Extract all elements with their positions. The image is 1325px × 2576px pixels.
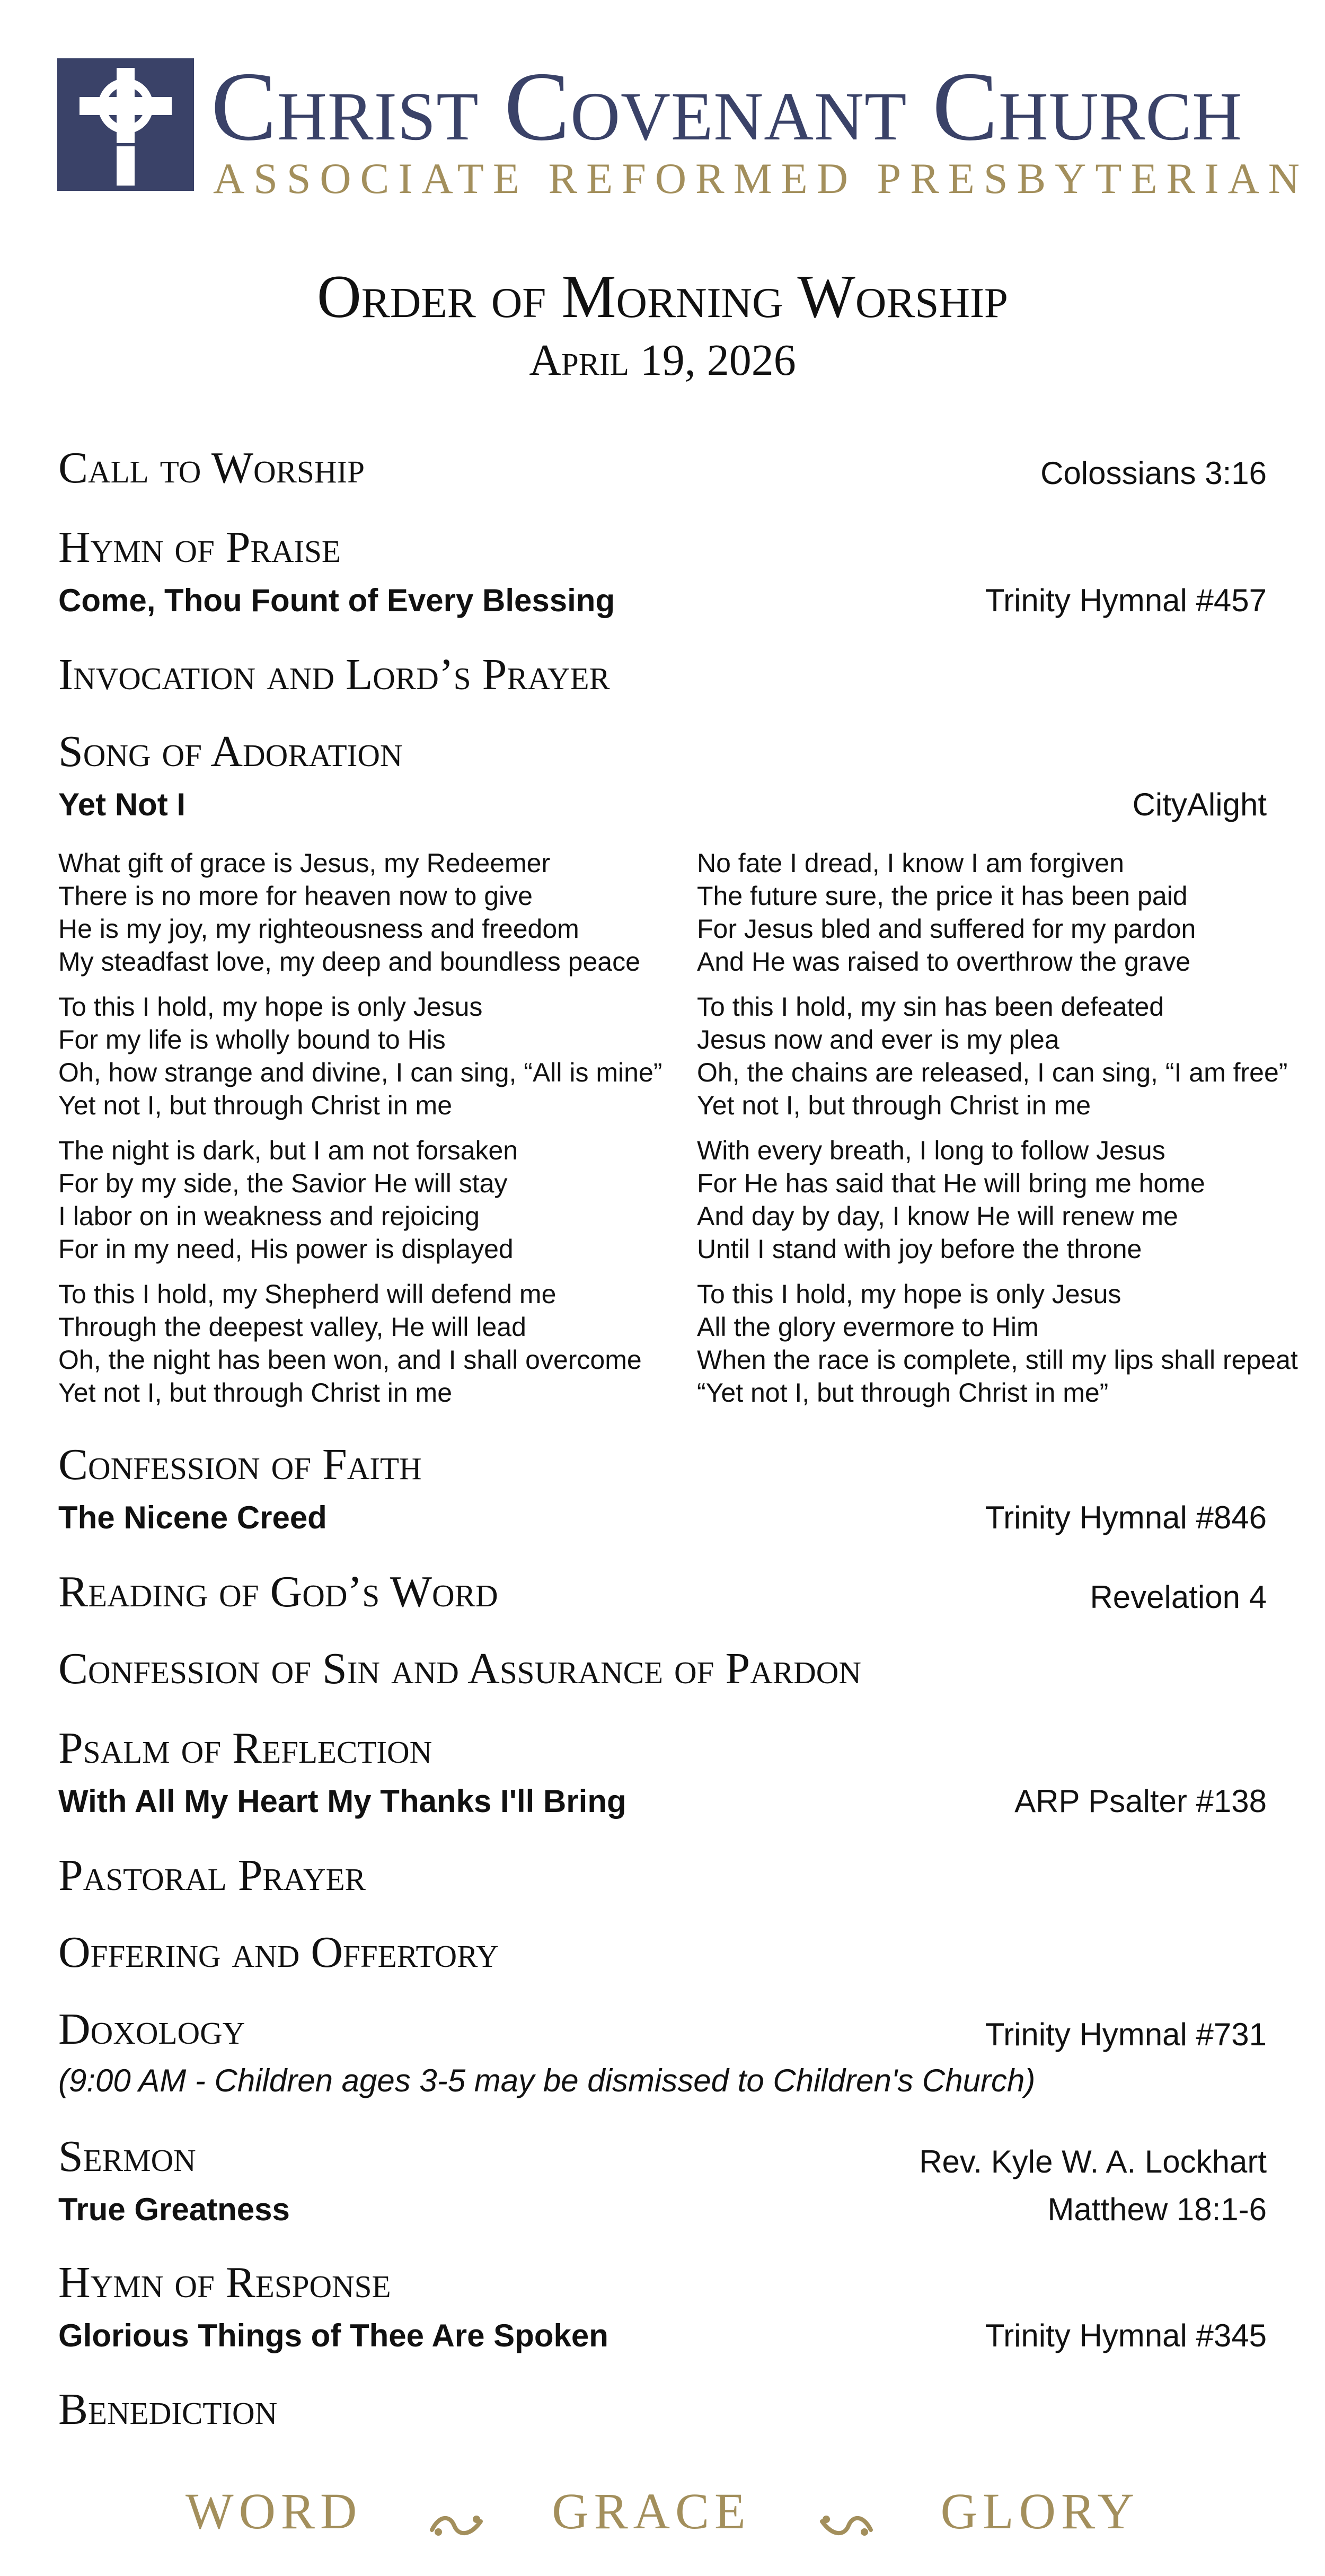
lyric-line: Yet not I, but through Christ in me xyxy=(58,1378,453,1408)
motto-word: WORD xyxy=(185,2482,363,2539)
lyric-line: The future sure, the price it has been paid xyxy=(697,881,1188,911)
lyrics-stanza xyxy=(697,990,1306,1122)
reading-reference: Revelation 4 xyxy=(1090,1579,1267,1615)
denomination: ASSOCIATE REFORMED PRESBYTERIAN xyxy=(213,154,1309,203)
lyric-line: Until I stand with joy before the throne xyxy=(697,1234,1142,1264)
lyric-line: What gift of grace is Jesus, my Redeemer xyxy=(58,848,551,878)
page-title: Order of Morning Worship xyxy=(317,263,1008,331)
song-of-adoration-title: Yet Not I xyxy=(58,787,186,822)
lyrics-stanza xyxy=(58,1278,668,1409)
confession-of-faith-heading: Confession of Faith xyxy=(58,1440,422,1489)
lyric-line: The night is dark, but I am not forsaken xyxy=(58,1136,518,1165)
hymn-of-praise-source: Trinity Hymnal #457 xyxy=(985,583,1267,618)
psalm-source: ARP Psalter #138 xyxy=(1014,1783,1267,1819)
lyric-line: To this I hold, my hope is only Jesus xyxy=(697,1279,1121,1309)
sermon-reference: Matthew 18:1-6 xyxy=(1047,2192,1267,2227)
church-name: Christ Covenant Church xyxy=(211,52,1243,161)
lyric-line: I labor on in weakness and rejoicing xyxy=(58,1201,480,1231)
psalm-title: With All My Heart My Thanks I'll Bring xyxy=(58,1783,626,1819)
lyric-line: He is my joy, my righteousness and freedom xyxy=(58,914,579,944)
lyrics-stanza xyxy=(58,990,668,1122)
lyric-line: And day by day, I know He will renew me xyxy=(697,1201,1178,1231)
motto-word: GRACE xyxy=(552,2482,751,2539)
sermon-preacher: Rev. Kyle W. A. Lockhart xyxy=(919,2144,1267,2179)
sermon-heading: Sermon xyxy=(58,2132,196,2181)
lyric-line: To this I hold, my hope is only Jesus xyxy=(58,992,483,1022)
lyric-line: To this I hold, my Shepherd will defend me xyxy=(58,1279,556,1309)
lyric-line: For by my side, the Savior He will stay xyxy=(58,1168,508,1198)
lyric-line: For my life is wholly bound to His xyxy=(58,1025,446,1054)
celtic-cross-icon xyxy=(57,58,194,191)
lyric-line: And He was raised to overthrow the grave xyxy=(697,947,1191,977)
hymn-of-praise-heading: Hymn of Praise xyxy=(58,523,341,572)
lyric-line: There is no more for heaven now to give xyxy=(58,881,533,911)
offering-heading: Offering and Offertory xyxy=(58,1928,499,1977)
lyric-line: For Jesus bled and suffered for my pardon xyxy=(697,914,1196,944)
benediction-heading: Benediction xyxy=(58,2385,278,2434)
hymn-of-response-source: Trinity Hymnal #345 xyxy=(985,2318,1267,2353)
confession-of-faith-title: The Nicene Creed xyxy=(58,1500,327,1535)
lyrics-left-column xyxy=(58,847,668,1421)
service-date: April 19, 2026 xyxy=(529,336,796,385)
lyric-line: Jesus now and ever is my plea xyxy=(697,1025,1059,1054)
lyric-line: Oh, the night has been won, and I shall overcome xyxy=(58,1345,642,1375)
lyric-line: Oh, how strange and divine, I can sing, “All is mine” xyxy=(58,1058,662,1087)
lyric-line: For in my need, His power is displayed xyxy=(58,1234,514,1264)
swirl-ornament-icon xyxy=(428,2495,486,2527)
lyric-line: Yet not I, but through Christ in me xyxy=(58,1091,453,1120)
confession-of-sin-heading: Confession of Sin and Assurance of Pardon xyxy=(58,1644,861,1693)
lyric-line: With every breath, I long to follow Jesus xyxy=(697,1136,1165,1165)
lyrics-right-column xyxy=(697,847,1306,1421)
hymn-of-response-heading: Hymn of Response xyxy=(58,2258,391,2307)
call-to-worship-heading: Call to Worship xyxy=(58,443,365,493)
invocation-heading: Invocation and Lord’s Prayer xyxy=(58,650,610,699)
lyric-line: Yet not I, but through Christ in me xyxy=(697,1091,1091,1120)
lyrics-stanza xyxy=(697,1278,1306,1409)
call-to-worship-reference: Colossians 3:16 xyxy=(1040,455,1267,491)
lyrics-stanza xyxy=(697,847,1306,978)
motto-word: GLORY xyxy=(940,2482,1140,2539)
sermon-title: True Greatness xyxy=(58,2192,290,2227)
doxology-heading: Doxology xyxy=(58,2004,245,2054)
pastoral-prayer-heading: Pastoral Prayer xyxy=(58,1851,366,1900)
lyrics-stanza xyxy=(58,847,668,978)
footer-motto xyxy=(0,2477,1325,2540)
doxology-note: (9:00 AM - Children ages 3-5 may be dismissed to Children's Church) xyxy=(58,2063,1036,2098)
song-of-adoration-source: CityAlight xyxy=(1132,787,1267,822)
lyric-line: To this I hold, my sin has been defeated xyxy=(697,992,1164,1022)
lyric-line: My steadfast love, my deep and boundless peace xyxy=(58,947,640,977)
hymn-of-praise-title: Come, Thou Fount of Every Blessing xyxy=(58,583,615,618)
song-of-adoration-heading: Song of Adoration xyxy=(58,727,403,776)
confession-of-faith-source: Trinity Hymnal #846 xyxy=(985,1500,1267,1535)
lyric-line: When the race is complete, still my lips shall repeat xyxy=(697,1345,1298,1375)
reading-heading: Reading of God’s Word xyxy=(58,1567,498,1616)
lyric-line: No fate I dread, I know I am forgiven xyxy=(697,848,1124,878)
psalm-heading: Psalm of Reflection xyxy=(58,1724,432,1773)
lyrics-stanza xyxy=(697,1134,1306,1265)
church-logo xyxy=(57,52,1309,203)
doxology-source: Trinity Hymnal #731 xyxy=(985,2017,1267,2052)
lyric-line: For He has said that He will bring me home xyxy=(697,1168,1205,1198)
swirl-ornament-icon xyxy=(817,2495,875,2527)
lyric-line: Through the deepest valley, He will lead xyxy=(58,1312,526,1342)
lyric-line: All the glory evermore to Him xyxy=(697,1312,1039,1342)
lyric-line: Oh, the chains are released, I can sing, “I am free” xyxy=(697,1058,1288,1087)
lyrics-stanza xyxy=(58,1134,668,1265)
lyric-line: “Yet not I, but through Christ in me” xyxy=(697,1378,1109,1408)
hymn-of-response-title: Glorious Things of Thee Are Spoken xyxy=(58,2318,608,2353)
